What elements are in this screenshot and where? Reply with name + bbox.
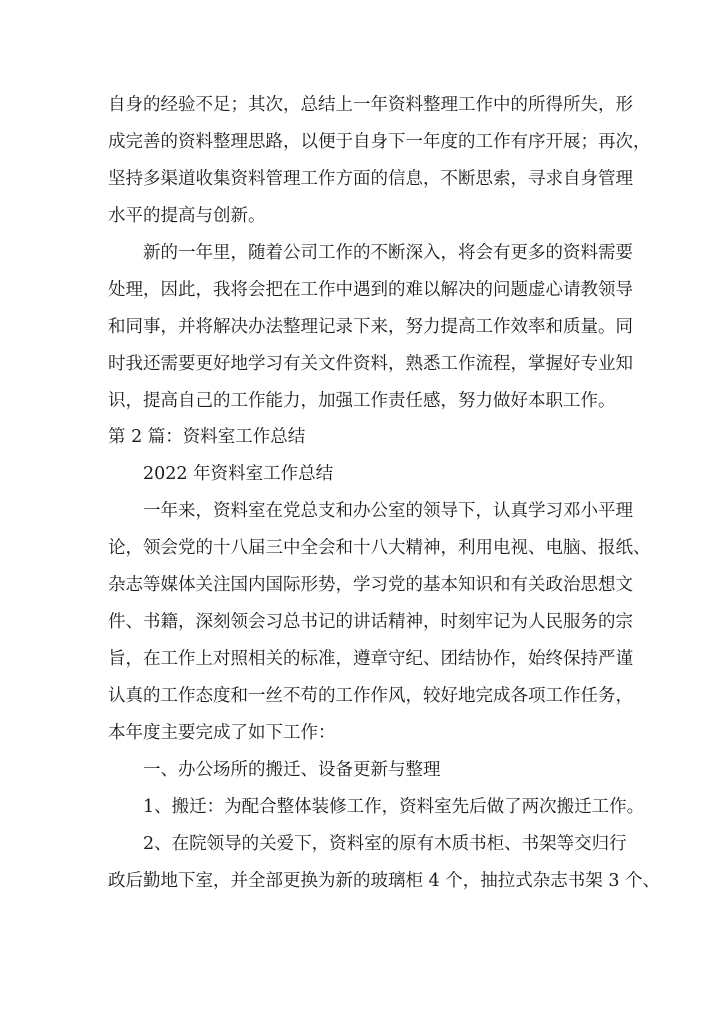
text-line: 杂志等媒体关注国内国际形势，学习党的基本知识和有关政治思想文 [108,575,633,595]
list-item: 2、在院领导的关爱下，资料室的原有木质书柜、书架等交归行 [143,834,627,854]
text-line: 件、书籍，深刻领会习总书记的讲话精神，时刻牢记为人民服务的宗 [108,612,633,632]
section-heading: 第 2 篇：资料室工作总结 [108,427,306,447]
text-line: 认真的工作态度和一丝不苟的工作作风，较好地完成各项工作任务， [108,686,633,706]
text-line: 政后勤地下室，并全部更换为新的玻璃柜 4 个，抽拉式杂志书架 3 个、 [108,871,661,891]
text-line: 坚持多渠道收集资料管理工作方面的信息，不断思索，寻求自身管理 [108,169,633,189]
text-line: 本年度主要完成了如下工作： [108,723,336,743]
text-line: 处理，因此，我将会把在工作中遇到的难以解决的问题虚心请教领导 [108,280,633,300]
text-line: 识，提高自己的工作能力，加强工作责任感，努力做好本职工作。 [108,391,616,411]
paragraph-first-line: 一年来，资料室在党总支和办公室的领导下，认真学习邓小平理 [143,501,633,521]
text-line: 水平的提高与创新。 [108,206,266,226]
text-line: 论，领会党的十八届三中全会和十八大精神，利用电视、电脑、报纸、 [108,538,651,558]
text-line: 自身的经验不足；其次，总结上一年资料整理工作中的所得所失，形 [108,95,633,115]
text-line: 时我还需要更好地学习有关文件资料，熟悉工作流程，掌握好专业知 [108,354,633,374]
paragraph-first-line: 新的一年里，随着公司工作的不断深入，将会有更多的资料需要 [143,243,633,263]
list-item: 1、搬迁：为配合整体装修工作，资料室先后做了两次搬迁工作。 [143,797,645,817]
text-line: 和同事，并将解决办法整理记录下来，努力提高工作效率和质量。同 [108,317,633,337]
subsection-heading: 一、办公场所的搬迁、设备更新与整理 [143,760,441,780]
document-title: 2022 年资料室工作总结 [143,464,334,484]
text-line: 旨，在工作上对照相关的标准，遵章守纪、团结协作，始终保持严谨 [108,649,633,669]
text-line: 成完善的资料整理思路，以便于自身下一年度的工作有序开展；再次， [108,132,651,152]
